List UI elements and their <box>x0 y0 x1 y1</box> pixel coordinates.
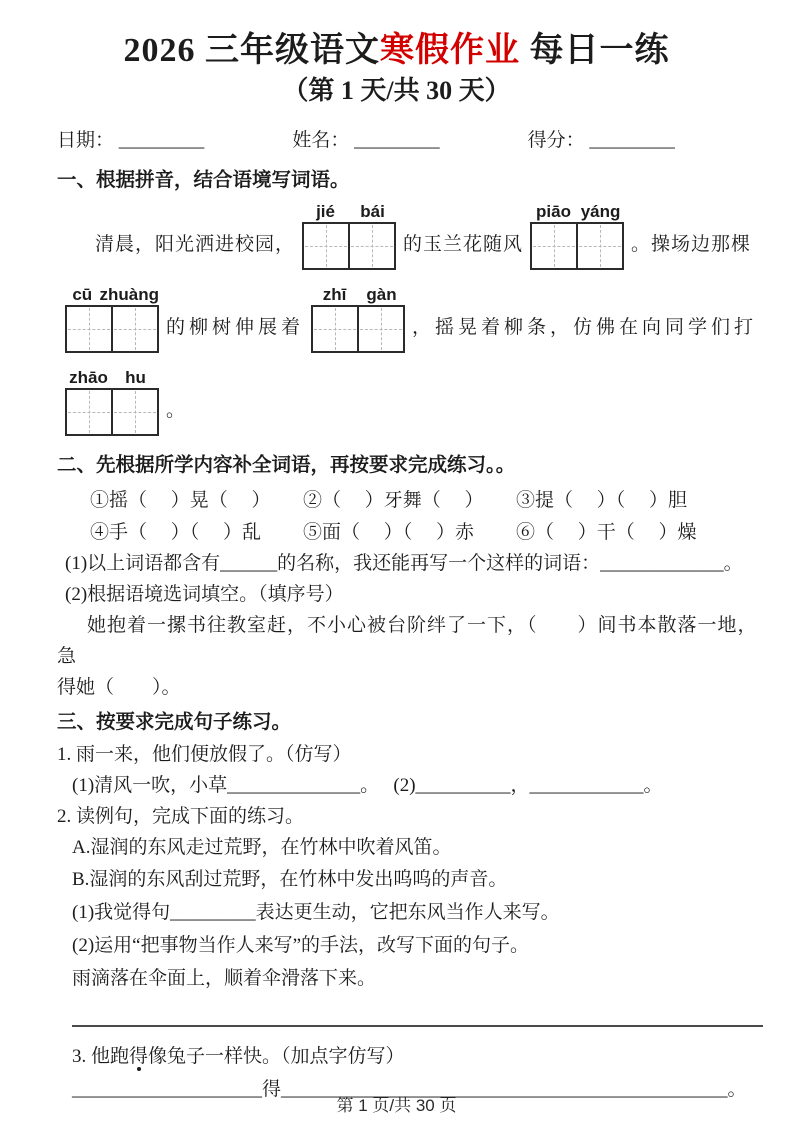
exercise-item-1-sub: (1)清风一吹，小草______________。 (2)__________，____________。 <box>72 775 663 796</box>
grid-cell <box>532 224 576 268</box>
writing-grid <box>302 222 396 270</box>
name-label: 姓名： <box>292 130 350 151</box>
name-blank: _________ <box>354 130 440 151</box>
sentence-text: 。 <box>166 400 186 421</box>
pinyin-box-piaoyang <box>530 201 624 270</box>
grid-cell <box>313 307 357 351</box>
grid-cell <box>67 390 111 434</box>
answer-blank: ____________________ <box>72 1079 262 1100</box>
info-row <box>57 128 763 154</box>
pinyin-label <box>65 284 159 305</box>
date-label: 日期： <box>57 130 115 151</box>
answer-blank: _______________________________________________。 <box>281 1079 747 1100</box>
pinyin-line-2 <box>57 284 763 353</box>
item3-emphasized-char: 得 <box>129 1046 149 1067</box>
title-text-part2: 每日一练 <box>520 32 670 69</box>
grid-cell <box>304 224 348 268</box>
exercise-item-1: 1. 雨一来，他们便放假了。（仿写） <box>57 744 352 765</box>
rewrite-sentence: 雨滴落在伞面上，顺着伞滑落下来。 <box>72 968 377 989</box>
grid-cell <box>576 224 622 268</box>
word-item-6: ⑥（ ）干（ ）燥 <box>516 522 697 543</box>
name-field <box>292 128 527 154</box>
pinyin-box-zhaohu <box>65 367 159 436</box>
word-item-2: ②（ ）牙舞（ ） <box>303 490 484 511</box>
page-title <box>0 28 793 74</box>
pinyin-label <box>65 367 159 388</box>
section3-heading: 三、按要求完成句子练习。 <box>57 711 292 733</box>
item3-text: 像兔子一样快。（加点字仿写） <box>148 1046 405 1067</box>
sentence-text: 的玉兰花随风 <box>403 234 524 255</box>
grid-cell <box>357 307 403 351</box>
section2-question1: (1)以上词语都含有______的名称，我还能再写一个这样的词语：_____________。 <box>65 553 743 574</box>
item3-text: 3. 他跑 <box>72 1046 130 1067</box>
date-blank: _________ <box>118 130 205 151</box>
writing-grid <box>530 222 624 270</box>
writing-grid <box>311 305 405 353</box>
pinyin-box-jiebai <box>302 201 396 270</box>
pinyin-label <box>530 201 624 222</box>
answer-fixed-char: 得 <box>262 1079 282 1100</box>
pinyin-label <box>311 284 405 305</box>
exercise-item-2-q2: (2)运用“把事物当作人来写”的手法，改写下面的句子。 <box>72 935 530 956</box>
pinyin-syllable: gàn <box>366 285 397 304</box>
pinyin-box-zhigan <box>311 284 405 353</box>
pinyin-syllable: zhuàng <box>99 285 159 304</box>
grid-cell <box>111 390 157 434</box>
pinyin-syllable: hu <box>125 368 146 387</box>
section2-sentence-line1: 她抱着一摞书往教室赶，不小心被台阶绊了一下，（ ）间书本散落一地，急 <box>57 615 758 667</box>
pinyin-syllable: cū <box>72 285 93 304</box>
pinyin-line-3 <box>57 367 763 436</box>
page-number: 第 1 页/共 30 页 <box>336 1096 457 1115</box>
grid-cell <box>67 307 111 351</box>
pinyin-syllable: yáng <box>580 202 621 221</box>
word-item-4: ④手（ ）（ ）乱 <box>90 522 262 543</box>
section2-sentence-line2: 得她（ ）。 <box>57 677 181 698</box>
page-subtitle: （第 1 天/共 30 天） <box>282 76 511 105</box>
sentence-text: 清晨，阳光洒进校园， <box>95 234 296 255</box>
exercise-item-2: 2. 读例句，完成下面的练习。 <box>57 806 305 827</box>
example-sentence-b: B.湿润的东风刮过荒野，在竹林中发出呜呜的声音。 <box>72 869 508 890</box>
grid-cell <box>111 307 157 351</box>
pinyin-label <box>302 201 396 222</box>
writing-grid <box>65 388 159 436</box>
example-sentence-a: A.湿润的东风走过荒野，在竹林中吹着风笛。 <box>72 837 452 858</box>
sentence-text: 。操场边那棵 <box>631 234 752 255</box>
word-item-5: ⑤面（ ）（ ）赤 <box>303 522 475 543</box>
pinyin-syllable: piāo <box>536 202 571 221</box>
answer-line <box>72 995 763 1027</box>
score-field <box>528 128 763 154</box>
pinyin-syllable: bái <box>360 202 385 221</box>
worksheet-page <box>0 28 793 1122</box>
score-blank: _________ <box>589 130 675 151</box>
pinyin-line-1 <box>57 201 763 270</box>
pinyin-syllable: jié <box>316 202 335 221</box>
grid-cell <box>348 224 394 268</box>
date-field <box>57 128 292 154</box>
section2-heading: 二、先根据所学内容补全词语，再按要求完成练习。。 <box>57 454 516 476</box>
score-label: 得分： <box>527 130 585 151</box>
sentence-text: ，摇晃着柳条，仿佛在向同学们打 <box>412 317 758 338</box>
title-highlight-red: 寒假作业 <box>380 32 520 69</box>
word-item-3: ③提（ ）（ ）胆 <box>516 490 688 511</box>
pinyin-box-cuzhuang <box>65 284 159 353</box>
exercise-item-3 <box>57 1041 763 1072</box>
section2-question2: (2)根据语境选词填空。（填序号） <box>65 584 344 605</box>
word-completion-row-1 <box>57 486 763 516</box>
writing-grid <box>65 305 159 353</box>
word-completion-row-2 <box>57 518 763 548</box>
exercise-item-2-q1: (1)我觉得句_________表达更生动，它把东风当作人来写。 <box>72 902 560 923</box>
pinyin-syllable: zhī <box>322 285 347 304</box>
title-text-part1: 2026 三年级语文 <box>123 32 380 69</box>
section1-heading: 一、根据拼音，结合语境写词语。 <box>57 169 350 191</box>
word-item-1: ①摇（ ）晃（ ） <box>90 490 271 511</box>
sentence-text: 的柳树伸展着 <box>166 317 305 338</box>
pinyin-syllable: zhāo <box>69 368 108 387</box>
